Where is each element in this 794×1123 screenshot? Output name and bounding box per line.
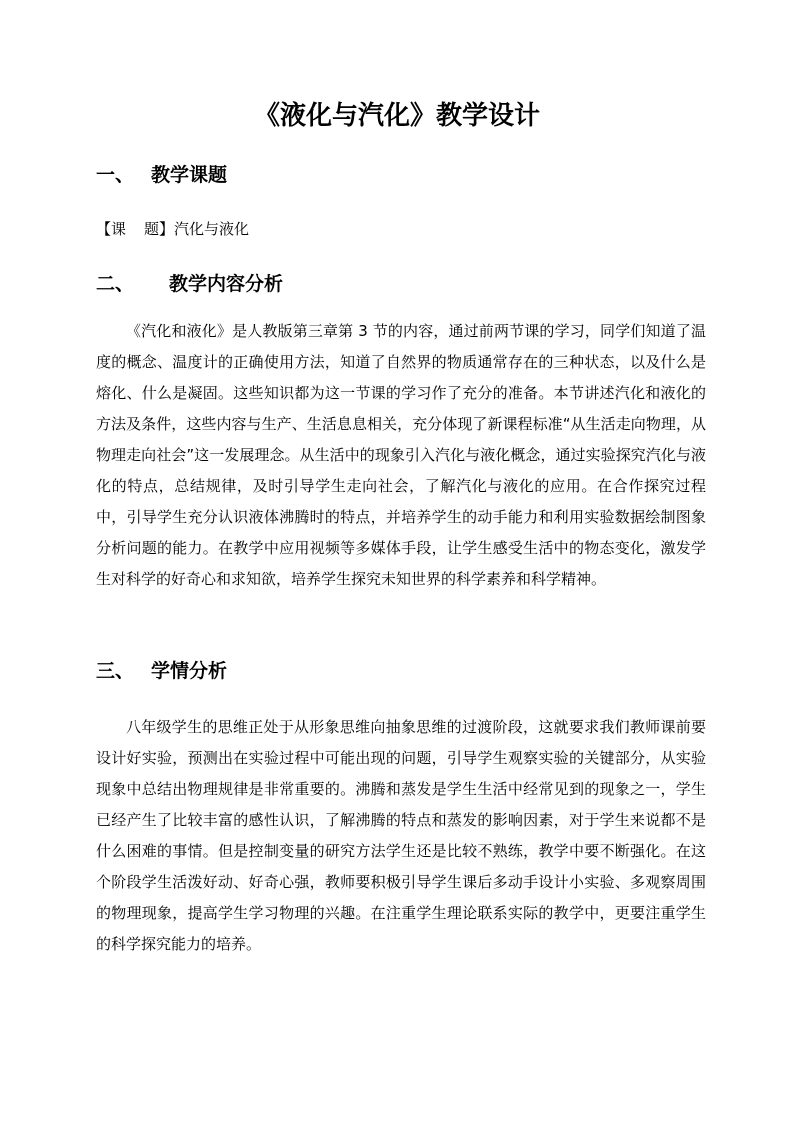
topic-label: 【课 [96, 220, 127, 238]
topic-line [96, 218, 249, 240]
section-heading-content-analysis [96, 271, 283, 297]
section-title: 教学课题 [151, 164, 228, 186]
section-number: 三、 [96, 660, 135, 682]
section-heading-topic [96, 162, 227, 188]
section-title: 教学内容分析 [169, 273, 284, 295]
section-title: 学情分析 [151, 660, 228, 682]
section-number: 二、 [96, 273, 135, 295]
topic-value: 题】汽化与液化 [144, 220, 250, 238]
section-heading-student-analysis [96, 658, 227, 684]
document-title: 《液化与汽化》教学设计 [253, 101, 540, 131]
section-number: 一、 [96, 164, 135, 186]
content-analysis-paragraph: 《汽化和液化》是人教版第三章第 3 节的内容，通过前两节课的学习，同学们知道了温度的概念、温度计的正确使用方法，知道了自然界的物质通常存在的三种状态，以及什么是熔化、什么是凝固。这些知识都为这一节课的学习作了充分的准备。本节讲述汽化和液化的方法及条件，这些内容与生产、生活息息相关，充分体现了新课程标准“从生活走向物理，从物理走向社会”这一发展理念。从生活中的现象引入汽化与液化概念，通过实验探究汽化与液化的特点，总结规律，及时引导学生走向社会，了解汽化与液化的应用。在合作探究过程中，引导学生充分认识液体沸腾时的特点，并培养学生的动手能力和利用实验数据绘制图象分析问题的能力。在教学中应用视频等多媒体手段，让学生感受生活中的物态变化，激发学生对科学的好奇心和求知欲，培养学生探究未知世界的科学素养和科学精神。 [96, 322, 706, 588]
student-analysis-paragraph: 八年级学生的思维正处于从形象思维向抽象思维的过渡阶段，这就要求我们教师课前要设计好实验，预测出在实验过程中可能出现的问题，引导学生观察实验的关键部分，从实验现象中总结出物理规律是非常重要的。沸腾和蒸发是学生生活中经常见到的现象之一，学生已经产生了比较丰富的感性认识，了解沸腾的特点和蒸发的影响因素，对于学生来说都不是什么困难的事情。但是控制变量的研究方法学生还是比较不熟练，教学中要不断强化。在这个阶段学生活泼好动、好奇心强，教师要积极引导学生课后多动手设计小实验、多观察周围的物理现象，提高学生学习物理的兴趣。在注重学生理论联系实际的教学中，更要注重学生的科学探究能力的培养。 [96, 718, 706, 953]
